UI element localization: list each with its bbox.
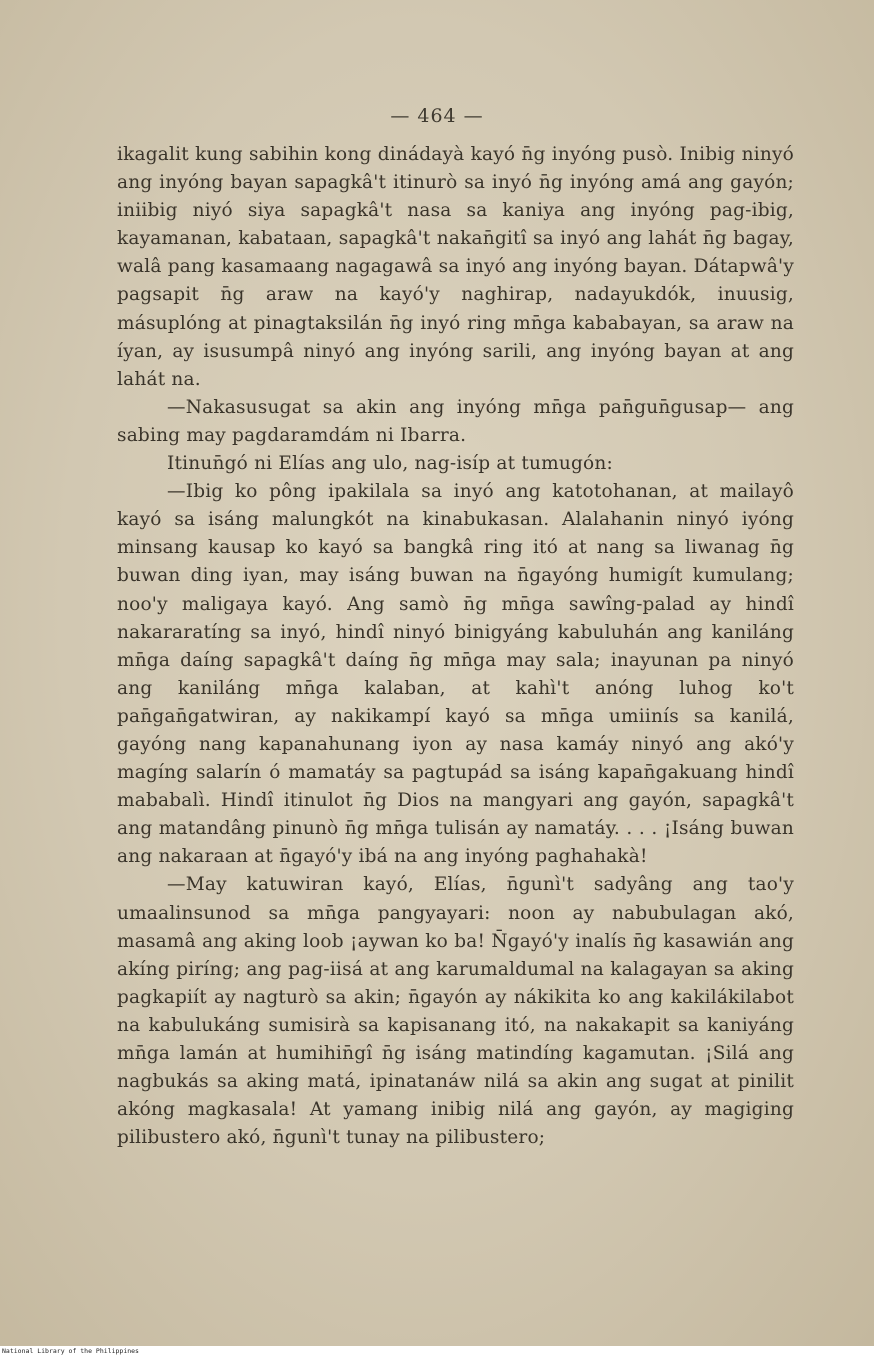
library-credit: National Library of the Philippines	[2, 1347, 139, 1355]
page-number: — 464 —	[390, 105, 484, 127]
paragraph: Itinun̄gó ni Elías ang ulo, nag-isíp at tumugón:	[167, 453, 613, 475]
paragraph: —Ibig ko pông ipakilala sa inyó ang katotohanan, at mailayô kayó sa isáng malungkót na kinabukasan. Alalahanin ninyó iyóng minsang kausap ko kayó sa bangkâ ring itó at nang sa liwanag n̄g buwan ding iyan, may isáng buwan na n̄gayóng humigít kumulang; noo'y maligaya kayó. Ang samò n̄g mn̄ga sawîng-palad ay hindî nakararatíng sa inyó, hindî ninyó binigyáng kabuluhán ang kaniláng mn̄ga daíng sapagkâ't daíng n̄g mn̄ga may sala; inayunan pa ninyó ang kaniláng mn̄ga kalaban, at kahì't anóng luhog ko't pan̄gan̄gatwiran, ay nakikampí kayó sa mn̄ga umiinís sa kanilá, gayóng nang kapanahunang iyon ay nasa kamáy ninyó ang akó'y magíng salarín ó mamatáy sa pagtupád sa isáng kapan̄gakuang hindî mababalì. Hindî itinulot n̄g Dios na mangyari ang gayón, sapagkâ't ang matandâng pinunò n̄g mn̄ga tulisán ay namatáy. . . . ¡Isáng buwan ang nakaraan at n̄gayó'y ibá na ang inyóng paghahakà!	[117, 481, 794, 868]
body-text	[117, 141, 794, 1152]
paragraph: ikagalit kung sabihin kong dinádayà kayó n̄g inyóng pusò. Inibig ninyó ang inyóng bayan sapagkâ't itinurò sa inyó n̄g inyóng amá ang gayón; iniibig niyó siya sapagkâ't nasa sa kaniya ang inyóng pag-ibig, kayamanan, kabataan, sapagkâ't nakan̄gitî sa inyó ang lahát n̄g bagay, walâ pang kasamaang nagagawâ sa inyó ang inyóng bayan. Dátapwâ'y pagsapit n̄g araw na kayó'y naghirap, nadayukdók, inuusig, másuplóng at pinagtaksilán n̄g inyó ring mn̄ga kababayan, sa araw na íyan, ay isusumpâ ninyó ang inyóng sarili, ang inyóng bayan at ang lahát na.	[117, 144, 794, 390]
paragraph: —Nakasusugat sa akin ang inyóng mn̄ga pan̄gun̄gusap— ang sabing may pagdaramdám ni Ibarra.	[117, 396, 794, 446]
footer-bar	[0, 1346, 874, 1358]
paragraph: —May katuwiran kayó, Elías, n̄gunì't sadyâng ang tao'y umaalinsunod sa mn̄ga pangyayari: noon ay nabubulagan akó, masamâ ang aking loob ¡aywan ko ba! N̄gayó'y inalís n̄g kasawián ang akíng piríng; ang pag-iisá at ang karumaldumal na kalagayan sa aking pagkapiít ay nagturò sa akin; n̄gayón ay nákikita ko ang kakilákilabot na kabulukáng sumisirà sa kapisanang itó, na nakakapit sa kaniyáng mn̄ga lamán at humihin̄gî n̄g isáng matindíng kagamutan. ¡Silá ang nagbukás sa aking matá, ipinatanáw nilá sa akin ang sugat at pinilit akóng magkasala! At yamang inibig nilá ang gayón, ay magiging pilibustero akó, n̄gunì't tunay na pilibustero;	[117, 874, 794, 1149]
